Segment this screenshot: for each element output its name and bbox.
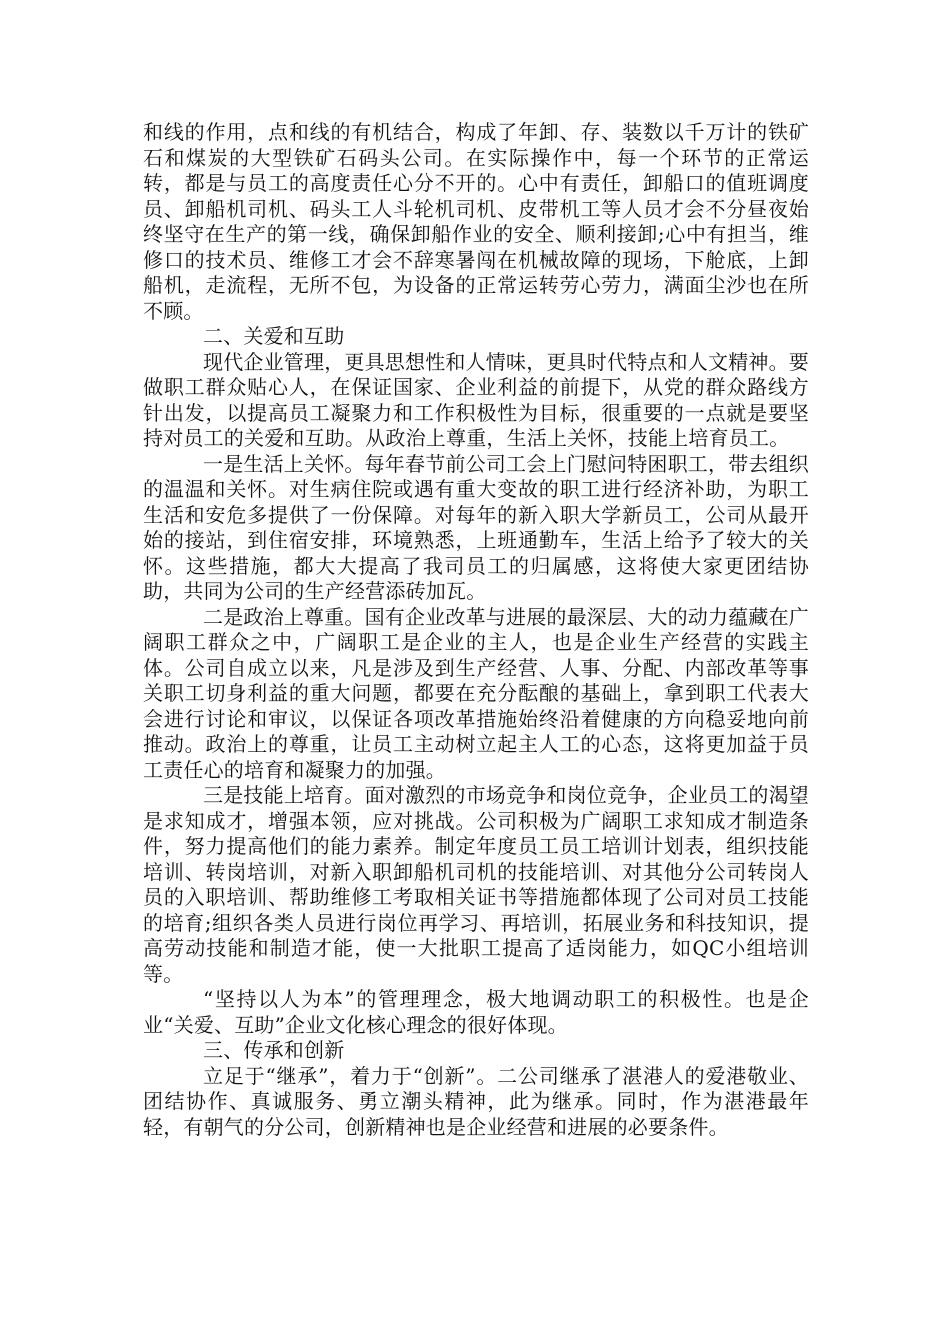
paragraph-inherit-innovate: 立足于“继承”，着力于“创新”。二公司继承了湛港人的爱港敬业、团结协作、真诚服务、勇立潮头精神，此为继承。同时，作为湛港最年轻，有朝气的分公司，创新精神也是企业经营和进展的必要条件。 <box>143 1063 809 1139</box>
paragraph-modern-management: 现代企业管理，更具思想性和人情味，更具时代特点和人文精神。要做职工群众贴心人，在保证国家、企业利益的前提下，从党的群众路线方针出发，以提高员工凝聚力和工作积极性为目标，很重要的一点就是要坚持对员工的关爱和互助。从政治上尊重，生活上关怀，技能上培育员工。 <box>143 349 809 450</box>
paragraph-people-oriented: “坚持以人为本”的管理理念，极大地调动职工的积极性。也是企业“关爱、互助”企业文化核心理念的很好体现。 <box>143 987 809 1037</box>
section-heading-inheritance-and-innovation: 三、传承和创新 <box>203 1038 345 1062</box>
paragraph-life-care: 一是生活上关怀。每年春节前公司工会上门慰问特困职工，带去组织的温温和关怀。对生病住院或遇有重大变故的职工进行经济补助，为职工生活和安危多提供了一份保障。对每年的新入职大学新员工，公司从最开始的接站，到住宿安排，环境熟悉，上班通勤车，生活上给予了较大的关怀。这些措施，都大大提高了我司员工的归属感，这将使大家更团结协助，共同为公司的生产经营添砖加瓦。 <box>143 451 809 603</box>
paragraph-role-of-lines: 和线的作用，点和线的有机结合，构成了年卸、存、装数以千万计的铁矿石和煤炭的大型铁矿石码头公司。在实际操作中，每一个环节的正常运转，都是与员工的高度责任心分不开的。心中有责任，卸船口的值班调度员、卸船机司机、码头工人斗轮机司机、皮带机工等人员才会不分昼夜始终坚守在生产的第一线，确保卸船作业的安全、顺利接卸;心中有担当，维修口的技术员、维修工才会不辞寒暑闯在机械故障的现场，下舱底，上卸船机，走流程，无所不包，为设备的正常运转劳心劳力，满面尘沙也在所不顾。 <box>143 120 809 323</box>
paragraph-skill-training: 三是技能上培育。面对激烈的市场竞争和岗位竞争，企业员工的渴望是求知成才，增强本领，应对挑战。公司积极为广阔职工求知成才制造条件，努力提高他们的能力素养。制定年度员工员工培训计划表，组织技能培训、转岗培训，对新入职卸船机司机的技能培训、对其他分公司转岗人员的入职培训、帮助维修工考取相关证书等措施都体现了公司对员工技能的培育;组织各类人员进行岗位再学习、再培训，拓展业务和科技知识，提高劳动技能和制造才能，使一大批职工提高了适岗能力，如QC小组培训等。 <box>143 783 809 986</box>
section-heading-care-and-mutual-aid: 二、关爱和互助 <box>203 324 345 348</box>
document-page <box>143 120 809 1140</box>
paragraph-political-respect: 二是政治上尊重。国有企业改革与进展的最深层、大的动力蕴藏在广阔职工群众之中，广阔职工是企业的主人，也是企业生产经营的实践主体。公司自成立以来，凡是涉及到生产经营、人事、分配、内部改革等事关职工切身利益的重大问题，都要在充分酝酿的基础上，拿到职工代表大会进行讨论和审议，以保证各项改革措施始终沿着健康的方向稳妥地向前推动。政治上的尊重，让员工主动树立起主人工的心态，这将更加益于员工责任心的培育和凝聚力的加强。 <box>143 604 809 782</box>
